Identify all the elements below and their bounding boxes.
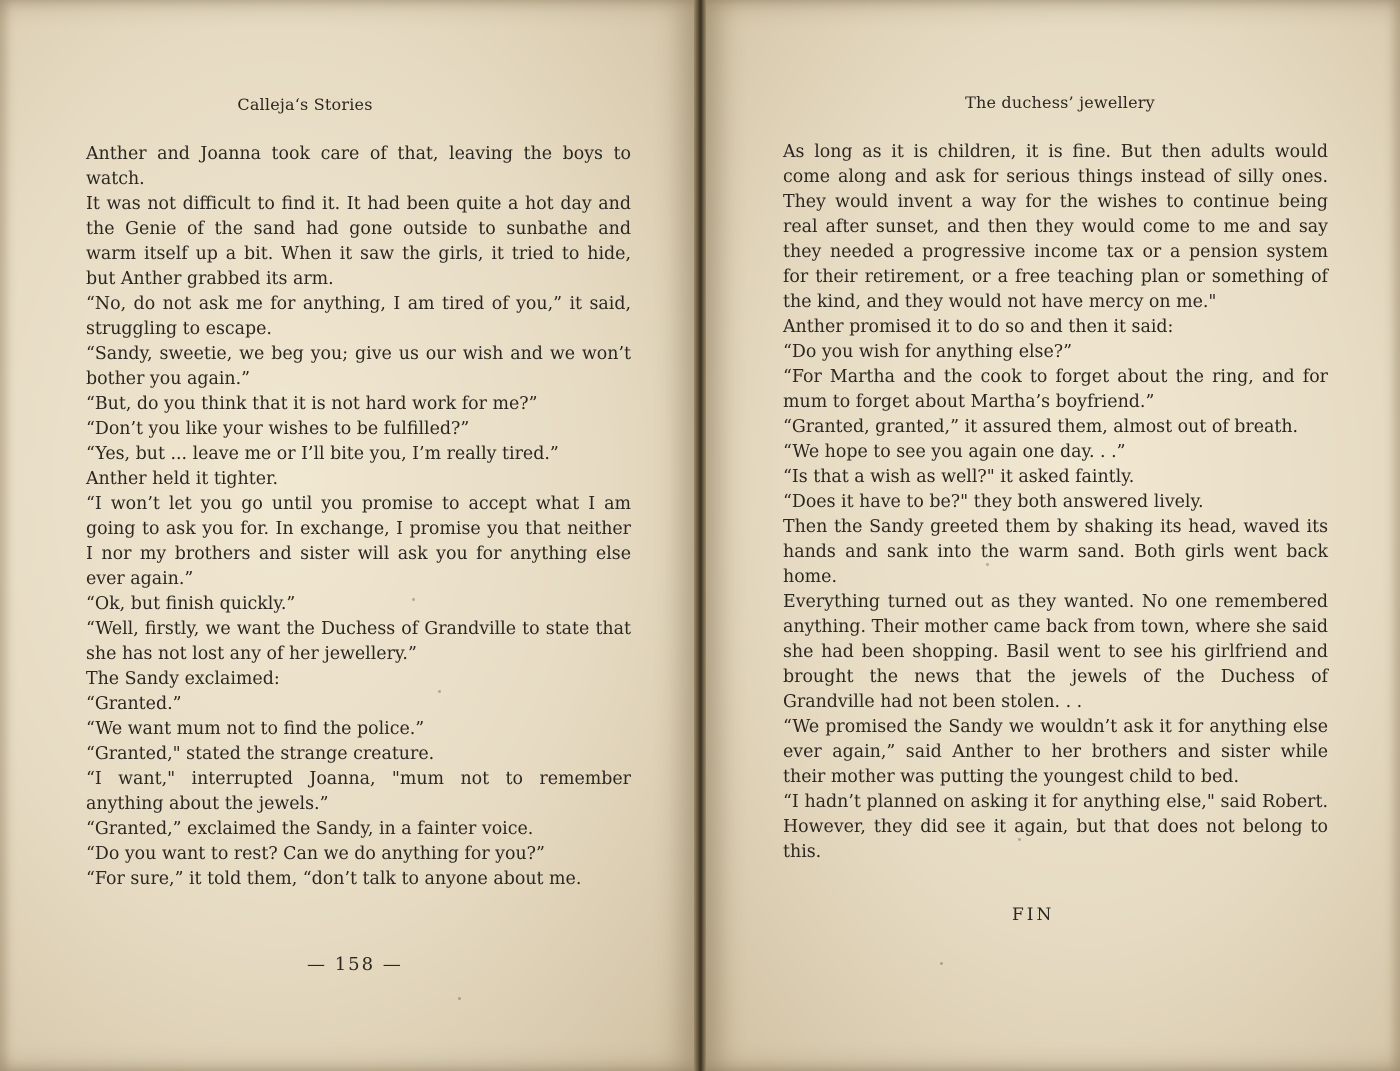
paragraph: “I want," interrupted Joanna, "mum not to remember anything about the jewels.” (86, 769, 631, 814)
paper-speck (1018, 838, 1021, 841)
paragraph: “Granted,” exclaimed the Sandy, in a fainter voice. (86, 819, 534, 839)
book-spine (694, 0, 706, 1071)
paper-speck (986, 563, 989, 566)
paragraph: “But, do you think that it is not hard work for me?” (86, 394, 538, 414)
paragraph: “Granted.” (86, 694, 182, 714)
paragraph: “For Martha and the cook to forget about the ring, and for mum to forget about Martha’s boyfriend.” (783, 367, 1328, 412)
paper-speck (458, 997, 461, 1000)
paragraph: “Does it have to be?" they both answered lively. (783, 492, 1204, 512)
paragraph: “Do you wish for anything else?” (783, 342, 1072, 362)
paragraph: Then the Sandy greeted them by shaking its head, waved its hands and sank into the warm sand. Both girls went back home. (783, 517, 1328, 587)
paragraph: Everything turned out as they wanted. No one remembered anything. Their mother came back from town, where she said she had been shopping. Basil went to see his girlfriend and brought the news that the jewels of the Duchess of Grandville had not been stolen. . . (783, 592, 1328, 712)
right-running-head: The duchess’ jewellery (965, 93, 1155, 112)
paragraph: The Sandy exclaimed: (86, 669, 280, 689)
paragraph: “Is that a wish as well?" it asked faintly. (783, 467, 1135, 487)
paragraph: Anther and Joanna took care of that, leaving the boys to watch. (86, 144, 631, 189)
paragraph: “Don’t you like your wishes to be fulfilled?” (86, 419, 470, 439)
paragraph: “We want mum not to find the police.” (86, 719, 425, 739)
paragraph: It was not difficult to find it. It had been quite a hot day and the Genie of the sand had gone outside to sunbathe and warm itself up a bit. When it saw the girls, it tried to hide, but Anther grabbed its arm. (86, 194, 631, 289)
fin-label: FIN (1012, 905, 1055, 925)
paragraph: “I hadn’t planned on asking it for anything else," said Robert. However, they did see it again, but that does not belong to this. (783, 792, 1328, 862)
right-page (700, 0, 1400, 1071)
paragraph: “Granted, granted,” it assured them, almost out of breath. (783, 417, 1299, 437)
paragraph: “Ok, but finish quickly.” (86, 594, 296, 614)
paragraph: Anther promised it to do so and then it said: (783, 317, 1174, 337)
paragraph: “We hope to see you again one day. . .” (783, 442, 1126, 462)
paragraph: “Do you want to rest? Can we do anything for you?” (86, 844, 545, 864)
paragraph: “No, do not ask me for anything, I am tired of you,” it said, struggling to escape. (86, 294, 631, 339)
right-text-block (783, 140, 1328, 865)
paper-speck (940, 962, 943, 965)
paragraph: “Granted," stated the strange creature. (86, 744, 435, 764)
left-text-block (86, 142, 631, 892)
paragraph: “I won’t let you go until you promise to accept what I am going to ask you for. In exchange, I promise you that neither I nor my brothers and sister will ask you for anything else ever again.” (86, 494, 631, 589)
paragraph: “For sure,” it told them, “don’t talk to anyone about me. (86, 869, 582, 889)
page-number: — 158 — (307, 954, 403, 975)
paragraph: “Yes, but ... leave me or I’ll bite you, I’m really tired.” (86, 444, 559, 464)
paragraph: “Well, firstly, we want the Duchess of Grandville to state that she has not lost any of her jewellery.” (86, 619, 631, 664)
paragraph: As long as it is children, it is fine. But then adults would come along and ask for serious things instead of silly ones. They would invent a way for the wishes to continue being real after sunset, and then they would come to me and say they needed a progressive income tax or a pension system for their retirement, or a free teaching plan or something of the kind, and they would not have mercy on me." (783, 142, 1328, 312)
paragraph: “Sandy, sweetie, we beg you; give us our wish and we won’t bother you again.” (86, 344, 631, 389)
left-running-head: Calleja‘s Stories (237, 95, 373, 114)
paper-speck (412, 598, 415, 601)
paper-speck (438, 690, 441, 693)
paragraph: “We promised the Sandy we wouldn’t ask it for anything else ever again,” said Anther to her brothers and sister while their mother was putting the youngest child to bed. (783, 717, 1328, 787)
paragraph: Anther held it tighter. (86, 469, 278, 489)
